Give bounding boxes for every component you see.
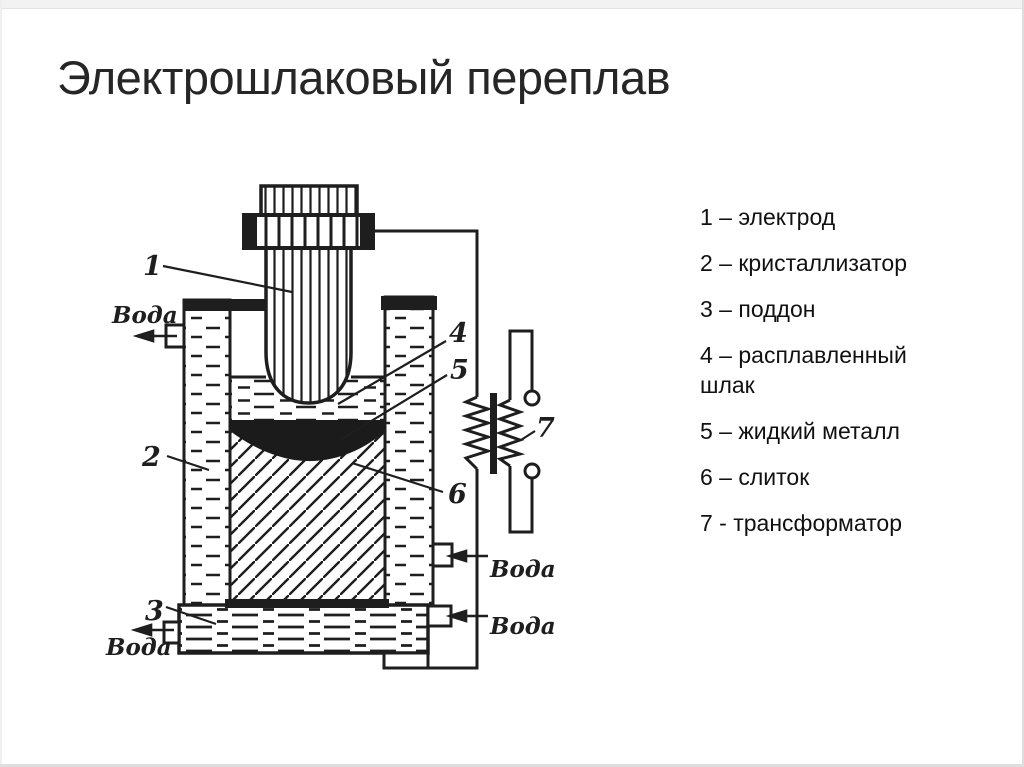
electrode-stub [261,186,357,215]
legend-item-transformer: 7 - трансформатор [700,510,903,536]
water-label-upper-right: Вода [490,556,556,583]
legend-item-bottom-plate: 3 – поддон [700,296,816,322]
crystallizer-left-rim [183,299,265,311]
bottom-plate-body [179,605,428,653]
legend-item-crystallizer: 2 – кристаллизатор [700,250,908,276]
wire-secondary-top [510,331,532,400]
callout-1: 1 [143,251,162,282]
callout-6: 6 [448,479,467,510]
transformer-secondary-coil [500,400,520,466]
legend-item-ingot: 6 – слиток [700,464,810,490]
water-arrow-top-left-head [137,331,153,341]
electrode-body-stripes [266,248,351,403]
crystallizer-left-wall [184,300,230,605]
crystallizer-right-wall [385,297,433,605]
callout-3: 3 [145,596,164,627]
legend-item-electrode: 1 – электрод [700,204,836,230]
callout-5: 5 [450,355,469,386]
electrode [244,186,373,403]
crystallizer-right-rim [381,296,437,310]
callout-2: 2 [142,442,161,473]
clamp-left-cap [244,215,257,248]
callout-7: 7 [536,413,555,444]
bottom-plate-foot [384,653,428,668]
terminal-lower [525,464,539,478]
callout-7-leader [521,431,535,440]
water-label-top-left: Вода [112,302,178,329]
water-label-lower-right: Вода [490,613,556,640]
page-title: Электрошлаковый переплав [57,51,671,104]
transformer-core [490,393,497,474]
water-label-bottom-left: Вода [106,634,172,661]
terminal-upper [525,391,539,405]
clamp-right-cap [360,215,373,248]
legend-item-liquid-metal: 5 – жидкий металл [700,418,900,444]
electrode-clamp [244,215,373,248]
transformer-primary-coil [466,397,488,469]
callout-4: 4 [449,318,468,349]
legend-item-molten-slag: 4 – расплавленный шлак [700,342,907,398]
